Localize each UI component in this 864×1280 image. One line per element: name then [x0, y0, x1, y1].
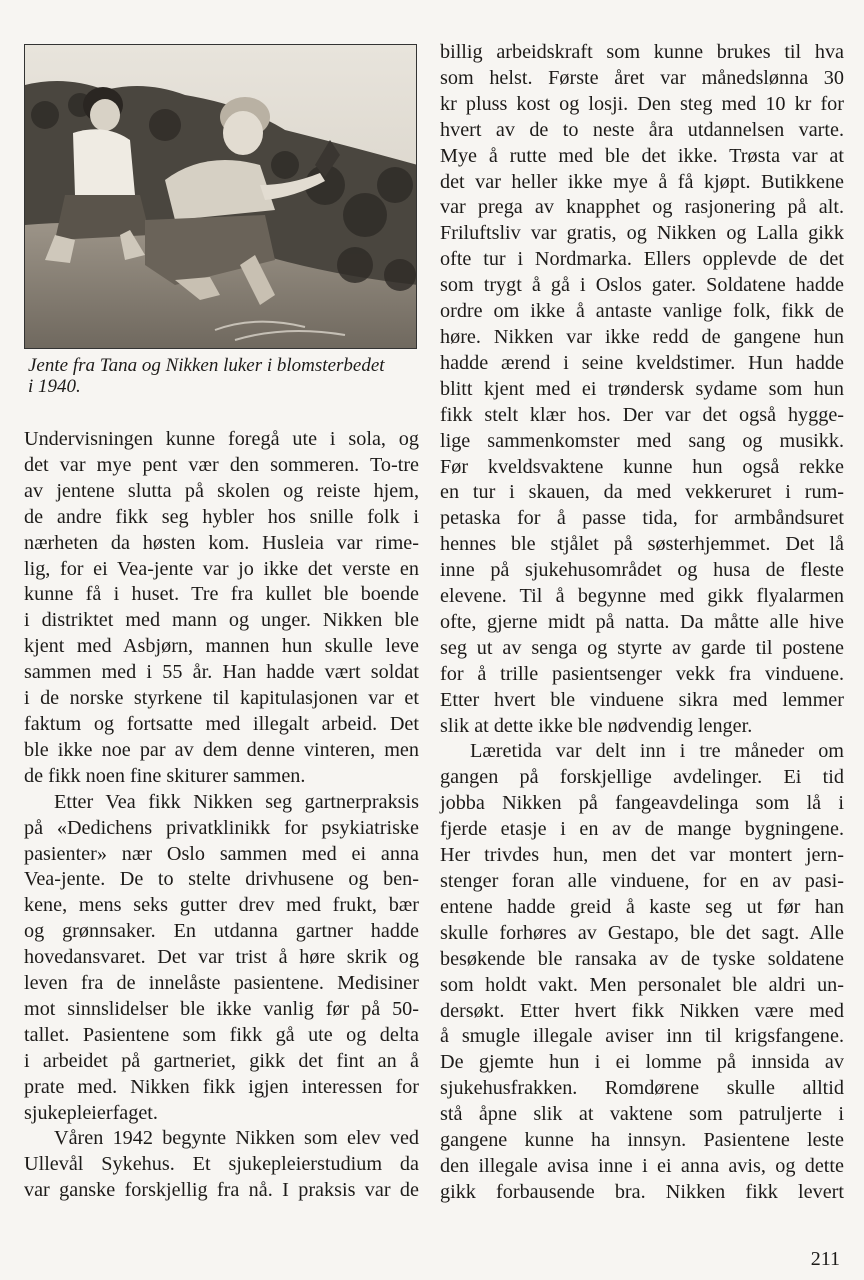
text-line: de andre fikk seg hybler hos snille folk i [24, 505, 419, 528]
text-line: å smugle illegale aviser inn til krigsfangene. [440, 1025, 844, 1048]
text-line: sjukepleierfaget. [24, 1101, 158, 1124]
text-line: Mye å rutte med ble det ikke. Trøsta var at [440, 144, 844, 167]
text-line: petaska for å passe tida, for armbåndsuret [440, 507, 844, 530]
text-line: i arbeidet på gartneriet, gikk det fint an å [24, 1049, 419, 1072]
text-line: hovedansvaret. Det var trist å høre skrik og [24, 946, 419, 969]
text-line: av jentene slutta på skolen og reiste hjem, [24, 479, 419, 502]
text-line: fikk stelt klær hos. Der var det også hygge- [440, 403, 844, 426]
text-line: stenger foran alle vinduene, for en av pasi- [440, 870, 844, 892]
text-line: lig, for ei Vea-jente var jo ikke det verste en [24, 557, 419, 580]
text-line: sammen med i 55 år. Han hadde vært soldat [24, 661, 419, 684]
text-line: gikk forbausende bra. Nikken fikk levert [440, 1180, 844, 1203]
text-line: ofte, gjerne midt på natta. Da måtte alle hive [440, 610, 844, 633]
left-body-text [24, 427, 419, 1204]
text-line: nærheten da høsten kom. Husleia var rime- [24, 531, 419, 554]
text-line: stå åpne slik at vaktene som patruljerte i [440, 1103, 844, 1126]
text-line: for å trille pasientsenger vekk fra vinduene. [440, 662, 844, 685]
text-line: Friluftsliv var gratis, og Nikken og Lalla gikk [440, 222, 844, 245]
text-line: kene, mens seks gutter drev med frukt, bær [24, 894, 419, 917]
text-line: entene hadde greid å kaste seg ut før han [440, 895, 844, 918]
page-number: 211 [810, 1248, 840, 1270]
text-line: det var mye pent vær den sommeren. To-tre [24, 453, 419, 476]
text-line: De gjemte hun i ei lomme på innsida av [440, 1051, 844, 1074]
text-line: gangene kunne ha innsyn. Pasientene leste [440, 1129, 844, 1152]
text-line: var ganske forskjellig fra nå. I praksis var de [24, 1179, 419, 1202]
text-line: Etter Vea fikk Nikken seg gartnerpraksis [54, 790, 419, 813]
text-line: Læretida var delt inn i tre måneder om [470, 740, 844, 763]
text-line: besøkende ble ransaka av de tyske soldatene [440, 947, 844, 970]
caption-line: i 1940. [28, 376, 81, 397]
text-line: inne på sjukehusområdet og husa de fleste [440, 559, 844, 582]
text-line: kr pluss kost og losji. Den steg med 10 kr for [440, 92, 844, 115]
text-line: faktum og fortsatte med illegalt arbeid. Det [24, 712, 419, 735]
caption-line: Jente fra Tana og Nikken luker i blomsterbedet [28, 355, 385, 376]
text-line: ofte tur i Nordmarka. Ellers opplevde de det [440, 248, 844, 271]
text-line: ordre om ikke å antaste vanlige folk, fikk de [440, 300, 844, 323]
text-line: Våren 1942 begynte Nikken som elev ved [54, 1127, 419, 1150]
text-line: en tur i skauen, da med vekkeruret i rum- [440, 481, 844, 504]
text-line: som trygt å gå i Oslos gater. Soldatene hadde [440, 274, 844, 297]
text-line: seg ut av senga og styrte av garde til postene [440, 636, 844, 659]
text-line: lige sammenkomster med sang og musikk. [440, 429, 844, 452]
text-line: høre. Nikken var ikke redd de gangene hun [440, 325, 844, 348]
text-line: billig arbeidskraft som kunne brukes til hva [440, 41, 844, 63]
text-line: gangen på forskjellige avdelinger. Ei tid [440, 766, 844, 789]
text-line: leven fra de innelåste pasientene. Medisiner [24, 972, 419, 995]
text-line: var prega av knapphet og rasjonering på alt. [440, 196, 844, 219]
text-line: og grønnsaker. En utdanna gartner hadde [24, 920, 419, 943]
text-line: Før kveldsvaktene kunne hun også rekke [440, 455, 844, 478]
text-line: Undervisningen kunne foregå ute i sola, og [24, 428, 419, 450]
text-line: som holdt vakt. Men personalet ble aldri un- [440, 973, 844, 996]
text-line: prate med. Nikken fikk igjen interessen for [24, 1075, 419, 1098]
text-line: elevene. Til å begynne med gikk flyalarmen [440, 585, 844, 608]
text-line: ble ikke noe par av dem denne vinteren, men [24, 738, 419, 761]
text-line: som helst. Første året var månedslønna 30 [440, 66, 844, 89]
text-line: tallet. Pasientene som fikk gå ute og delta [24, 1023, 419, 1046]
right-column-text [440, 40, 844, 1206]
text-line: sjukehusfrakken. Romdørene skulle alltid [440, 1077, 844, 1100]
text-line: Etter hvert ble vinduene sikra med lemmer [440, 688, 844, 711]
text-line: kjent med Asbjørn, mannen hun skulle leve [24, 635, 419, 658]
text-line: skulle forhøres av Gestapo, ble det sagt. Alle [440, 921, 844, 944]
text-line: i distriktet med mann og unger. Nikken ble [24, 609, 419, 632]
text-line: blitt kjent med ei trøndersk sydame som hun [440, 377, 844, 400]
text-line: i de norske styrkene til kapitulasjonen var et [24, 687, 419, 710]
text-line: Vea-jente. De to stelte drivhusene og ben- [24, 868, 419, 891]
text-line: mot sinnslidelser ble ikke vanlig før på 50- [24, 997, 419, 1020]
text-line: hadde ærend i seine kveldstimer. Hun hadde [440, 351, 844, 374]
photo-caption [24, 355, 419, 397]
text-line: kunne få i huset. Tre fra kullet ble boende [24, 583, 419, 606]
photograph-two-women-weeding [24, 44, 417, 349]
text-line: dersøkt. Etter hvert fikk Nikken være med [440, 999, 844, 1022]
text-line: Her trivdes hun, men det var montert jern- [440, 844, 844, 867]
text-line: hennes ble stjålet på søsterhjemmet. Det lå [440, 533, 844, 556]
text-line: fjerde etasje i en av de mange bygningene. [440, 818, 844, 841]
text-line: de fikk noen fine skiturer sammen. [24, 764, 306, 787]
text-line: på «Dedichens privatklinikk for psykiatriske [24, 816, 419, 839]
text-line: slik at dette ikke ble nødvendig lenger. [440, 714, 753, 737]
text-line: pasienter» nær Oslo sammen med ei anna [24, 842, 419, 865]
text-line: hvert av de to neste åra utdannelsen varte. [440, 118, 844, 141]
text-line: jobba Nikken på fangeavdelinga som lå i [440, 792, 844, 815]
text-line: det var heller ikke mye å få kjøpt. Butikkene [440, 170, 844, 193]
text-line: Ullevål Sykehus. Et sjukepleierstudium da [24, 1153, 419, 1176]
left-column [24, 44, 419, 1204]
text-line: den illegale avisa inne i ei anna avis, og dette [440, 1154, 844, 1177]
